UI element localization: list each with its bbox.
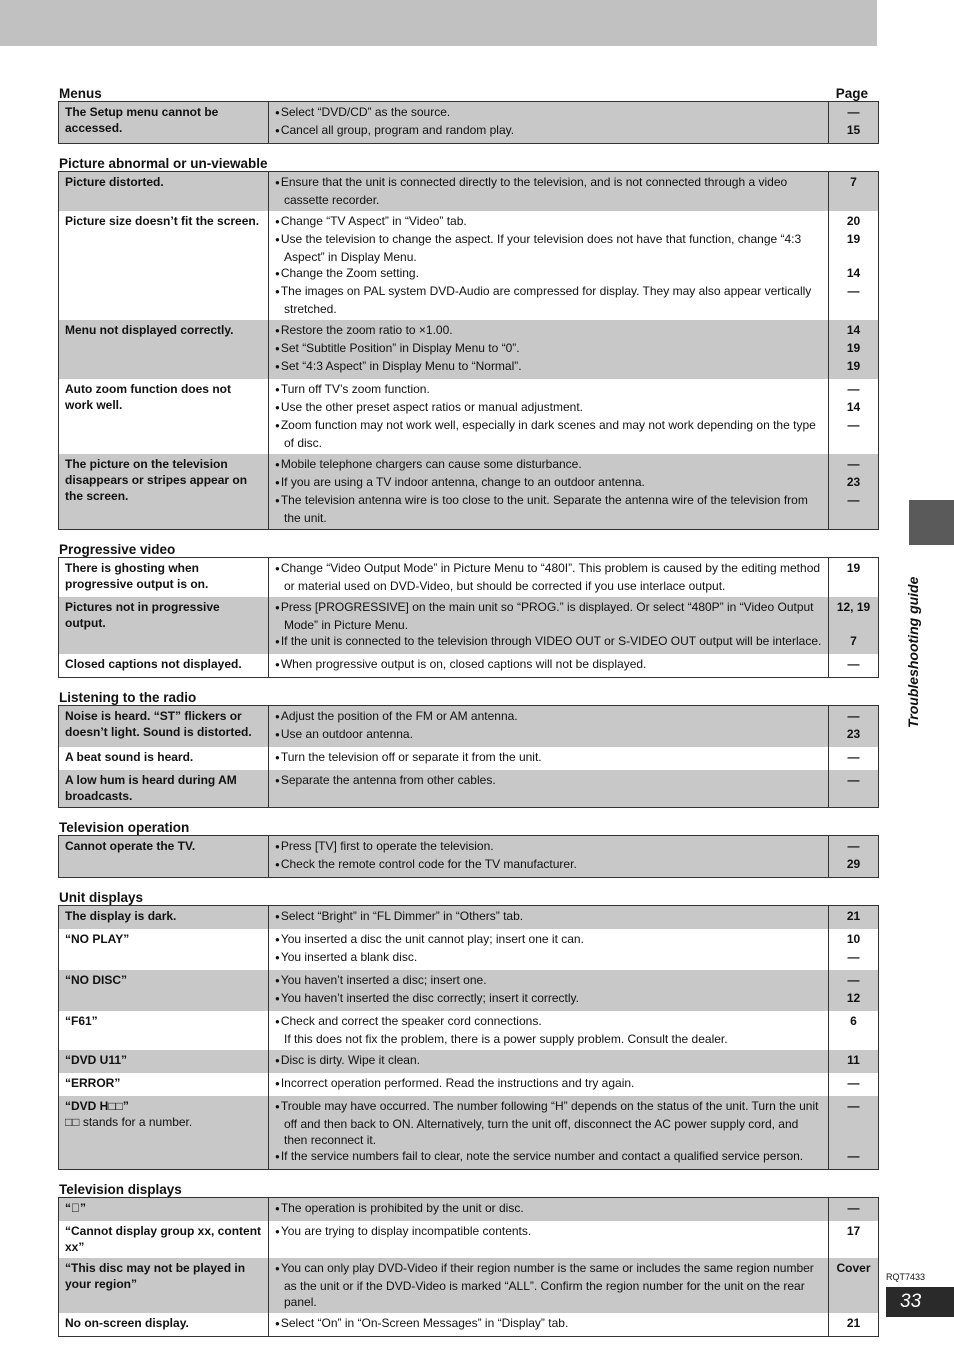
table-row	[59, 597, 879, 654]
problem-text: “ERROR”	[65, 1076, 121, 1090]
troubleshooting-table	[58, 101, 879, 144]
page-ref-cell	[829, 836, 879, 878]
solution-item	[275, 265, 822, 283]
solution-item	[275, 949, 822, 967]
page-ref: —	[847, 284, 860, 298]
problem-text: A low hum is heard during AM broadcasts.	[65, 773, 237, 803]
solution-text: The images on PAL system DVD-Audio are compressed for display. They may also appear vertically stretched.	[280, 284, 812, 316]
section-title: Television displays	[59, 1182, 182, 1197]
solution-text: Turn off TV’s zoom function.	[280, 382, 430, 396]
problem-text: The Setup menu cannot be accessed.	[65, 105, 219, 135]
solution-cell	[269, 1198, 829, 1222]
solution-text: Change the Zoom setting.	[280, 266, 419, 280]
problem-text: Cannot operate the TV.	[65, 839, 196, 853]
solution-item	[275, 931, 822, 949]
page-ref: 14	[846, 400, 861, 414]
table-row	[59, 320, 879, 379]
problem-cell	[59, 1011, 269, 1050]
solution-item	[275, 1075, 822, 1093]
solution-text: Change “TV Aspect” in “Video” tab.	[280, 214, 467, 228]
page-ref: 14	[846, 323, 861, 337]
problem-text: “DVD H□□”	[65, 1099, 129, 1113]
page-ref-cell	[829, 1198, 879, 1222]
solution-item	[275, 1013, 822, 1031]
table-row	[59, 379, 879, 454]
solution-item	[275, 560, 822, 594]
solution-item	[275, 1223, 822, 1241]
solution-text: Press [TV] first to operate the television.	[280, 839, 494, 853]
solution-item	[275, 908, 822, 926]
solution-item	[275, 1315, 822, 1333]
solution-item	[275, 990, 822, 1008]
solution-text: Separate the antenna from other cables.	[280, 773, 496, 787]
solution-text: Turn the television off or separate it from the unit.	[280, 750, 542, 764]
page-ref-cell	[829, 970, 879, 1011]
solution-text: Adjust the position of the FM or AM antenna.	[280, 709, 518, 723]
page-ref-cell	[829, 320, 879, 379]
solution-cell	[269, 102, 829, 144]
problem-cell	[59, 1198, 269, 1222]
page-ref: —	[847, 839, 860, 853]
troubleshooting-table	[58, 1197, 879, 1337]
problem-cell	[59, 558, 269, 598]
section-heading	[58, 1176, 878, 1197]
table-row	[59, 1050, 879, 1073]
solution-cell	[269, 706, 829, 748]
page-ref-cell	[829, 906, 879, 930]
page-ref: —	[847, 950, 860, 964]
problem-text: A beat sound is heard.	[65, 750, 194, 764]
table-row	[59, 1313, 879, 1337]
table-row	[59, 102, 879, 144]
page-ref: 15	[846, 123, 861, 137]
solution-text: Cancel all group, program and random play.	[280, 123, 515, 137]
section-title: Television operation	[59, 820, 190, 835]
solution-item	[275, 1052, 822, 1070]
solution-item	[275, 1098, 822, 1148]
solution-cell	[269, 747, 829, 770]
troubleshooting-table	[58, 557, 879, 678]
solution-text: Disc is dirty. Wipe it clean.	[280, 1053, 420, 1067]
solution-item	[275, 1148, 822, 1166]
table-row	[59, 1258, 879, 1313]
solution-item	[275, 399, 822, 417]
solution-cell	[269, 1050, 829, 1073]
page-ref-cell	[829, 1011, 879, 1050]
solution-text: Select “DVD/CD” as the source.	[280, 105, 451, 119]
problem-text: There is ghosting when progressive output is on.	[65, 561, 209, 591]
page-ref: —	[847, 750, 860, 764]
page-ref-cell	[829, 558, 879, 598]
problem-text: The display is dark.	[65, 909, 177, 923]
page-ref: 10	[846, 932, 861, 946]
solution-text: You inserted a disc the unit cannot play; insert one it can.	[280, 932, 584, 946]
problem-text: Menu not displayed correctly.	[65, 323, 234, 337]
solution-text: Select “Bright” in “FL Dimmer” in “Others” tab.	[280, 909, 524, 923]
problem-cell	[59, 906, 269, 930]
problem-text: “This disc may not be played in your region”	[65, 1261, 246, 1291]
page-ref: Cover	[836, 1261, 871, 1275]
solution-text: Use an outdoor antenna.	[280, 727, 413, 741]
section-heading	[58, 884, 878, 905]
page-ref-cell	[829, 379, 879, 454]
solution-text: If the unit is connected to the television through VIDEO OUT or S-VIDEO OUT output will be interlace.	[280, 634, 822, 648]
solution-item	[275, 838, 822, 856]
page-ref-cell	[829, 1221, 879, 1258]
problem-cell	[59, 1221, 269, 1258]
section-heading	[58, 814, 878, 835]
table-row	[59, 929, 879, 970]
page-ref: 20	[846, 214, 861, 228]
page-ref-cell	[829, 172, 879, 212]
solution-cell	[269, 320, 829, 379]
page-ref: 12	[846, 991, 861, 1005]
table-row	[59, 654, 879, 678]
solution-item	[275, 417, 822, 451]
problem-text: Noise is heard. “ST” flickers or doesn’t light. Sound is distorted.	[65, 709, 252, 739]
problem-cell	[59, 747, 269, 770]
problem-note: □□ stands for a number.	[65, 1115, 193, 1129]
page-number: 33	[886, 1287, 954, 1317]
solution-text: Use the television to change the aspect. If your television does not have that function, change “4:3 Aspect” in Display Menu.	[280, 232, 802, 264]
solution-item	[275, 340, 822, 358]
table-row	[59, 906, 879, 930]
solution-item	[275, 749, 822, 767]
table-row	[59, 1096, 879, 1170]
page-ref: —	[847, 418, 860, 432]
page-ref: —	[847, 1076, 860, 1090]
solution-cell	[269, 970, 829, 1011]
troubleshooting-table	[58, 905, 879, 1170]
page-ref: 19	[846, 561, 861, 575]
page-ref: 21	[846, 909, 861, 923]
problem-cell	[59, 1096, 269, 1170]
table-row	[59, 706, 879, 748]
table-row	[59, 454, 879, 530]
problem-text: “NO DISC”	[65, 973, 128, 987]
solution-cell	[269, 211, 829, 320]
page-ref-cell	[829, 747, 879, 770]
problem-text: Auto zoom function does not work well.	[65, 382, 231, 412]
problem-text: “⃠”	[65, 1201, 86, 1215]
page-ref-cell	[829, 102, 879, 144]
solution-text: Trouble may have occurred. The number following “H” depends on the status of the unit. Turn the unit off and then back to ON. Alternatively, turn the unit off, disconnect the AC power supply cord, and then reconnect it.	[280, 1099, 819, 1147]
solution-item	[275, 358, 822, 376]
page-ref: —	[847, 973, 860, 987]
solution-text: Select “On” in “On-Screen Messages” in “Display” tab.	[280, 1316, 569, 1330]
table-row	[59, 172, 879, 212]
solution-item	[275, 104, 822, 122]
table-row	[59, 558, 879, 598]
solution-item	[275, 492, 822, 526]
solution-cell	[269, 1221, 829, 1258]
solution-cell	[269, 654, 829, 678]
page-ref-cell	[829, 1258, 879, 1313]
problem-cell	[59, 1313, 269, 1337]
section-title: Unit displays	[59, 890, 144, 905]
solution-text: You can only play DVD-Video if their region number is the same or includes the same region number as the unit or if the DVD-Video is marked “ALL”. Confirm the region number for the unit on the rear panel.	[280, 1261, 814, 1309]
solution-item	[275, 283, 822, 317]
page-ref-cell	[829, 706, 879, 748]
solution-item	[275, 231, 822, 265]
solution-item	[275, 174, 822, 208]
solution-text: Incorrect operation performed. Read the instructions and try again.	[280, 1076, 635, 1090]
problem-cell	[59, 970, 269, 1011]
problem-cell	[59, 1050, 269, 1073]
solution-text: If you are using a TV indoor antenna, change to an outdoor antenna.	[280, 475, 645, 489]
problem-cell	[59, 211, 269, 320]
page-ref: —	[847, 493, 860, 507]
problem-cell	[59, 706, 269, 748]
solution-item	[275, 381, 822, 399]
problem-cell	[59, 172, 269, 212]
solution-cell	[269, 1011, 829, 1050]
solution-text: Check and correct the speaker cord connections.	[280, 1014, 542, 1028]
table-row	[59, 1011, 879, 1050]
solution-item	[275, 122, 822, 140]
solution-subtext: If this does not fix the problem, there is a power supply problem. Consult the dealer.	[284, 1032, 728, 1046]
page-column-header: Page	[835, 86, 868, 101]
problem-cell	[59, 770, 269, 808]
page-ref: 21	[846, 1316, 861, 1330]
problem-text: Closed captions not displayed.	[65, 657, 242, 671]
problem-text: No on-screen display.	[65, 1316, 189, 1330]
page-ref-cell	[829, 211, 879, 320]
solution-item	[275, 656, 822, 674]
page-ref: —	[847, 773, 860, 787]
table-row	[59, 970, 879, 1011]
solution-item	[275, 772, 822, 790]
problem-text: Picture distorted.	[65, 175, 164, 189]
solution-item	[275, 1260, 822, 1310]
page-ref-cell	[829, 597, 879, 654]
solution-text: Set “4:3 Aspect” in Display Menu to “Normal”.	[280, 359, 522, 373]
solution-item	[275, 972, 822, 990]
page-ref: 11	[847, 1053, 860, 1067]
solution-cell	[269, 1313, 829, 1337]
solution-text: When progressive output is on, closed captions will not be displayed.	[280, 657, 647, 671]
solution-text: Ensure that the unit is connected directly to the television, and is not connected through a video cassette recorder.	[280, 175, 788, 207]
solution-item	[275, 856, 822, 874]
page-ref: —	[847, 1149, 860, 1163]
troubleshooting-content	[58, 80, 878, 1343]
document-code: RQT7433	[886, 1272, 926, 1282]
problem-cell	[59, 1073, 269, 1096]
solution-cell	[269, 836, 829, 878]
section-title: Picture abnormal or un-viewable	[59, 156, 268, 171]
page-ref: —	[847, 382, 860, 396]
solution-cell	[269, 597, 829, 654]
page-ref-cell	[829, 929, 879, 970]
section-title: Menus	[59, 86, 102, 101]
problem-text: Pictures not in progressive output.	[65, 600, 220, 630]
problem-cell	[59, 102, 269, 144]
page-ref: 6	[850, 1014, 857, 1028]
problem-cell	[59, 320, 269, 379]
solution-cell	[269, 454, 829, 530]
page-ref: —	[847, 457, 860, 471]
solution-cell	[269, 1258, 829, 1313]
solution-text: Restore the zoom ratio to ×1.00.	[280, 323, 453, 337]
page-ref: 7	[850, 175, 857, 189]
solution-item	[275, 322, 822, 340]
solution-text: You haven’t inserted a disc; insert one.	[280, 973, 487, 987]
troubleshooting-table	[58, 835, 879, 878]
section-side-label: Troubleshooting guide	[905, 576, 921, 728]
page-ref: 12, 19	[836, 600, 871, 614]
section-tab-marker	[909, 500, 954, 545]
solution-cell	[269, 906, 829, 930]
problem-cell	[59, 454, 269, 530]
solution-text: The television antenna wire is too close to the unit. Separate the antenna wire of the television from the unit.	[280, 493, 808, 525]
table-row	[59, 1221, 879, 1258]
problem-cell	[59, 1258, 269, 1313]
problem-cell	[59, 379, 269, 454]
table-row	[59, 211, 879, 320]
solution-cell	[269, 379, 829, 454]
page-ref-cell	[829, 654, 879, 678]
problem-cell	[59, 929, 269, 970]
page-ref: 19	[846, 359, 861, 373]
solution-item	[275, 456, 822, 474]
solution-text: Check the remote control code for the TV manufacturer.	[280, 857, 577, 871]
section-heading	[58, 684, 878, 705]
page-ref: —	[847, 709, 860, 723]
section-title: Listening to the radio	[59, 690, 197, 705]
page-ref-cell	[829, 770, 879, 808]
solution-text: You inserted a blank disc.	[280, 950, 418, 964]
page-ref-cell	[829, 454, 879, 530]
solution-cell	[269, 1073, 829, 1096]
solution-cell	[269, 172, 829, 212]
problem-text: “NO PLAY”	[65, 932, 130, 946]
solution-cell	[269, 558, 829, 598]
page-ref-cell	[829, 1313, 879, 1337]
page-ref-cell	[829, 1073, 879, 1096]
solution-text: Use the other preset aspect ratios or manual adjustment.	[280, 400, 583, 414]
solution-item	[275, 474, 822, 492]
table-row	[59, 1198, 879, 1222]
solution-text: The operation is prohibited by the unit or disc.	[280, 1201, 524, 1215]
problem-text: “Cannot display group xx, content xx”	[65, 1224, 262, 1254]
problem-text: The picture on the television disappears or stripes appear on the screen.	[65, 457, 248, 503]
solution-text: If the service numbers fail to clear, note the service number and contact a qualified service person.	[280, 1149, 804, 1163]
page-ref-cell	[829, 1050, 879, 1073]
solution-text: You are trying to display incompatible contents.	[280, 1224, 532, 1238]
table-row	[59, 770, 879, 808]
page-ref: 19	[846, 341, 861, 355]
page-ref: 29	[846, 857, 861, 871]
problem-cell	[59, 597, 269, 654]
troubleshooting-table	[58, 171, 879, 530]
page-ref: —	[847, 105, 860, 119]
page-ref: 7	[850, 634, 857, 648]
section-title: Progressive video	[59, 542, 176, 557]
page-ref: 14	[846, 266, 861, 280]
page-ref: —	[847, 1201, 860, 1215]
problem-text: “DVD U11”	[65, 1053, 128, 1067]
solution-text: You haven’t inserted the disc correctly; insert it correctly.	[280, 991, 579, 1005]
section-heading	[58, 536, 878, 557]
solution-item	[275, 599, 822, 633]
problem-text: Picture size doesn’t fit the screen.	[65, 214, 260, 228]
solution-item	[275, 213, 822, 231]
solution-cell	[269, 929, 829, 970]
table-row	[59, 1073, 879, 1096]
page-ref: 23	[846, 475, 861, 489]
solution-item	[275, 708, 822, 726]
solution-cell	[269, 1096, 829, 1170]
problem-cell	[59, 654, 269, 678]
page-ref-cell	[829, 1096, 879, 1170]
solution-text: Change “Video Output Mode” in Picture Menu to “480I”. This problem is caused by the editing method or material used on DVD-Video, but should be corrected if you use interlace output.	[280, 561, 821, 593]
solution-cell	[269, 770, 829, 808]
table-row	[59, 747, 879, 770]
section-heading	[58, 150, 878, 171]
solution-item	[275, 1200, 822, 1218]
section-heading	[58, 80, 878, 101]
page-ref: 23	[846, 727, 861, 741]
solution-text: Zoom function may not work well, especially in dark scenes and may not work depending on the type of disc.	[280, 418, 816, 450]
solution-item	[275, 633, 822, 651]
problem-text: “F61”	[65, 1014, 98, 1028]
page-ref: —	[847, 657, 860, 671]
header-bar	[0, 0, 877, 46]
table-row	[59, 836, 879, 878]
solution-text: Set “Subtitle Position” in Display Menu to “0”.	[280, 341, 520, 355]
solution-text: Mobile telephone chargers can cause some disturbance.	[280, 457, 582, 471]
solution-text: Press [PROGRESSIVE] on the main unit so “PROG.” is displayed. Or select “480P” in “Video Output Mode” in Picture Menu.	[280, 600, 814, 632]
page-ref: —	[847, 1099, 860, 1113]
problem-cell	[59, 836, 269, 878]
troubleshooting-table	[58, 705, 879, 808]
page-ref: 19	[846, 232, 861, 246]
page-ref: 17	[846, 1224, 861, 1238]
solution-item	[275, 726, 822, 744]
